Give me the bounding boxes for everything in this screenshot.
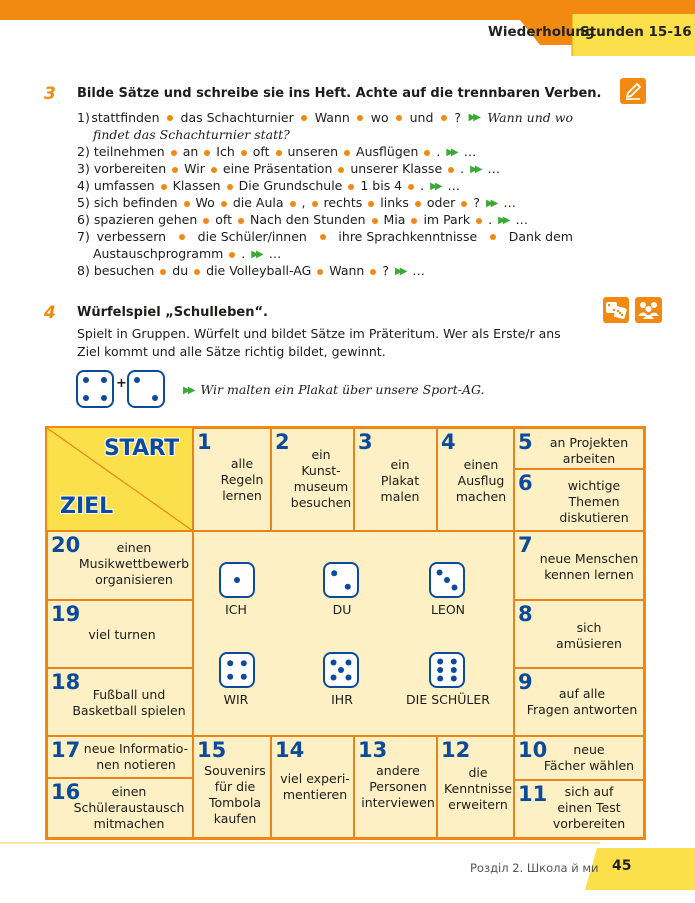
separator-dot bbox=[348, 184, 354, 190]
word-chunk: stattfinden bbox=[91, 110, 160, 125]
word-chunk: 1 bis 4 bbox=[360, 178, 403, 193]
separator-dot bbox=[338, 167, 344, 173]
arrow-icon: ▶▶ bbox=[430, 181, 440, 192]
word-chunk: . bbox=[488, 212, 493, 227]
cell-number: 15 bbox=[197, 738, 227, 762]
word-chunk: oft bbox=[252, 144, 270, 159]
cell-text: Souvenirs für die Tombola kaufen bbox=[204, 763, 266, 826]
exercise-3-item bbox=[77, 109, 573, 126]
cell-number: 19 bbox=[51, 602, 81, 626]
board-cell-6 bbox=[514, 469, 644, 531]
cell-text: neue Menschen kennen lernen bbox=[539, 551, 639, 582]
board-cell-4 bbox=[437, 428, 514, 531]
word-chunk: ihre Sprachkenntnisse bbox=[338, 229, 478, 244]
board-cell-14 bbox=[271, 736, 354, 838]
word-chunk: die Volleyball-AG bbox=[206, 263, 312, 278]
cell-number: 20 bbox=[51, 533, 81, 557]
word-chunk: Ausflügen bbox=[356, 144, 419, 159]
word-chunk: eine Präsentation bbox=[222, 161, 333, 176]
board-cell-15 bbox=[193, 736, 271, 838]
answer-text: … bbox=[447, 178, 461, 193]
word-chunk: Wann bbox=[314, 110, 350, 125]
exercise-4-instruction-1: Spielt in Gruppen. Würfelt und bildet Sätze im Präteritum. Wer als Erste/r ans bbox=[77, 326, 561, 341]
word-chunk: im Park bbox=[423, 212, 471, 227]
word-chunk: unseren bbox=[287, 144, 339, 159]
board-cell-16 bbox=[47, 778, 193, 838]
dice-game-icon bbox=[603, 297, 629, 323]
header-section: Wiederholung bbox=[488, 24, 595, 40]
die-6 bbox=[429, 652, 465, 688]
cell-text: wichtige Themen diskutieren bbox=[559, 478, 629, 525]
die-label: LEON bbox=[430, 602, 466, 617]
arrow-icon: ▶▶ bbox=[446, 147, 456, 158]
answer-text: … bbox=[487, 161, 501, 176]
cell-text: neue Informatio- nen notieren bbox=[83, 741, 189, 772]
board-cell-19 bbox=[47, 600, 193, 668]
word-chunk: . bbox=[460, 161, 465, 176]
cell-text: einen Schüleraustausch mitmachen bbox=[73, 784, 185, 831]
exercise-3-number: 3 bbox=[44, 84, 56, 104]
word-chunk: Austauschprogramm bbox=[93, 246, 224, 261]
die-label: DU bbox=[332, 602, 352, 617]
cell-number: 6 bbox=[518, 471, 533, 495]
board-cell-1 bbox=[193, 428, 271, 531]
cell-text: einen Ausflug machen bbox=[455, 457, 507, 504]
plus-sign: + bbox=[116, 376, 127, 391]
separator-dot bbox=[241, 150, 247, 156]
exercise-4-number: 4 bbox=[44, 303, 56, 323]
exercise-3-item bbox=[77, 194, 516, 212]
answer-text: … bbox=[515, 212, 528, 227]
separator-dot bbox=[357, 115, 363, 121]
word-chunk: , bbox=[301, 195, 306, 210]
arrow-icon: ▶▶ bbox=[468, 112, 478, 123]
cell-number: 10 bbox=[518, 738, 548, 762]
separator-dot bbox=[194, 269, 200, 275]
separator-dot bbox=[424, 150, 430, 156]
separator-dot bbox=[211, 167, 217, 173]
cell-number: 11 bbox=[518, 782, 548, 806]
separator-dot bbox=[179, 234, 185, 240]
exercise-3-item bbox=[77, 211, 528, 229]
board-cell-2 bbox=[271, 428, 354, 531]
separator-dot bbox=[171, 150, 177, 156]
word-chunk: links bbox=[380, 195, 409, 210]
board-cell-18 bbox=[47, 668, 193, 736]
ziel-label: ZIEL bbox=[60, 494, 114, 519]
cell-text: neue Fächer wählen bbox=[543, 742, 635, 773]
separator-dot bbox=[160, 269, 166, 275]
board-cell-13 bbox=[354, 736, 437, 838]
board-cell-11 bbox=[514, 780, 644, 838]
cell-number: 17 bbox=[51, 738, 81, 762]
separator-dot bbox=[448, 167, 454, 173]
cell-text: einen Musikwettbewerb organisieren bbox=[78, 540, 190, 587]
board-cell-12 bbox=[437, 736, 514, 838]
word-chunk: wo bbox=[370, 110, 389, 125]
item-number: 4) bbox=[77, 178, 94, 193]
exercise-4-title: Würfelspiel „Schulleben“. bbox=[77, 305, 268, 320]
die-1 bbox=[219, 562, 255, 598]
word-chunk: Wo bbox=[195, 195, 215, 210]
separator-dot bbox=[184, 201, 190, 207]
word-chunk: das Schachturnier bbox=[180, 110, 294, 125]
separator-dot bbox=[317, 269, 323, 275]
separator-dot bbox=[411, 218, 417, 224]
answer-text: Wann und wo bbox=[487, 110, 573, 125]
cell-number: 2 bbox=[275, 430, 290, 454]
exercise-3-title: Bilde Sätze und schreibe sie ins Heft. Achte auf die trennbaren Verben. bbox=[77, 86, 602, 101]
arrow-icon: ▶▶ bbox=[485, 198, 496, 209]
cell-text: die Kenntnisse erweitern bbox=[443, 765, 513, 812]
item-number: 6) bbox=[77, 212, 94, 227]
cell-text: Fußball und Basketball spielen bbox=[72, 687, 186, 718]
die-label: ICH bbox=[225, 602, 247, 617]
die-label: IHR bbox=[331, 692, 353, 707]
die-label: DIE SCHÜLER bbox=[406, 692, 490, 707]
word-chunk: sich befinden bbox=[93, 195, 178, 210]
board-cell-8 bbox=[514, 600, 644, 668]
item-number: 1) bbox=[77, 110, 90, 125]
answer-text: … bbox=[412, 263, 425, 278]
word-chunk: ? bbox=[473, 195, 480, 210]
word-chunk: . bbox=[241, 246, 246, 261]
separator-dot bbox=[372, 218, 378, 224]
word-chunk: spazieren gehen bbox=[93, 212, 198, 227]
word-chunk: . bbox=[420, 178, 425, 193]
die-5 bbox=[323, 652, 359, 688]
arrow-icon: ▶▶ bbox=[470, 164, 480, 175]
separator-dot bbox=[476, 218, 482, 224]
word-chunk: Nach den Stunden bbox=[250, 212, 366, 227]
cell-text: sich auf einen Test vorbereiten bbox=[552, 784, 626, 831]
word-chunk: . bbox=[436, 144, 441, 159]
word-chunk: Dank dem bbox=[508, 229, 573, 244]
board-cell-3 bbox=[354, 428, 437, 531]
arrow-icon: ▶▶ bbox=[183, 385, 193, 396]
die-3 bbox=[429, 562, 465, 598]
page-number: 45 bbox=[612, 858, 632, 874]
separator-dot bbox=[301, 115, 307, 121]
separator-dot bbox=[172, 167, 178, 173]
cell-number: 4 bbox=[441, 430, 456, 454]
exercise-3-item bbox=[77, 160, 500, 178]
word-chunk: unserer Klasse bbox=[350, 161, 443, 176]
board-cell-5 bbox=[514, 428, 644, 469]
group-work-icon bbox=[635, 297, 662, 323]
word-chunk: du bbox=[172, 263, 189, 278]
word-chunk: ? bbox=[382, 263, 389, 278]
cell-text: viel experi- mentieren bbox=[280, 771, 350, 802]
separator-dot bbox=[204, 150, 210, 156]
cell-number: 16 bbox=[51, 780, 81, 804]
separator-dot bbox=[408, 184, 414, 190]
footer-chapter: Розділ 2. Школа й ми bbox=[470, 861, 599, 875]
cell-text: viel turnen bbox=[88, 627, 156, 642]
answer-text: … bbox=[503, 195, 516, 210]
word-chunk: die Schüler/innen bbox=[197, 229, 307, 244]
exercise-4-instruction-2: Ziel kommt und alle Sätze richtig bildet, gewinnt. bbox=[77, 344, 386, 359]
cell-number: 8 bbox=[518, 602, 533, 626]
separator-dot bbox=[227, 184, 233, 190]
separator-dot bbox=[461, 201, 467, 207]
separator-dot bbox=[276, 150, 282, 156]
arrow-icon: ▶▶ bbox=[395, 266, 405, 277]
word-chunk: Mia bbox=[383, 212, 406, 227]
exercise-3-item bbox=[77, 262, 425, 280]
word-chunk: an bbox=[182, 144, 199, 159]
cell-text: an Projekten arbeiten bbox=[549, 435, 629, 466]
separator-dot bbox=[290, 201, 296, 207]
board-cell-10 bbox=[514, 736, 644, 780]
cell-number: 9 bbox=[518, 670, 533, 694]
item-number: 7) bbox=[77, 229, 90, 244]
die-2 bbox=[323, 562, 359, 598]
separator-dot bbox=[229, 252, 235, 258]
item-number: 8) bbox=[77, 263, 94, 278]
word-chunk: und bbox=[409, 110, 434, 125]
separator-dot bbox=[238, 218, 244, 224]
word-chunk: Wir bbox=[184, 161, 205, 176]
cell-text: auf alle Fragen antworten bbox=[526, 686, 638, 717]
separator-dot bbox=[490, 234, 496, 240]
word-chunk: Ich bbox=[216, 144, 235, 159]
exercise-4-example: ▶▶ Wir malten ein Plakat über unsere Sport-AG. bbox=[183, 382, 485, 397]
cell-number: 7 bbox=[518, 533, 533, 557]
answer-text: findet das Schachturnier statt? bbox=[93, 127, 290, 142]
separator-dot bbox=[344, 150, 350, 156]
word-chunk: die Aula bbox=[232, 195, 284, 210]
exercise-3-item bbox=[77, 143, 476, 161]
board-cell-17 bbox=[47, 736, 193, 778]
board-cell-20 bbox=[47, 531, 193, 600]
board-cell-9 bbox=[514, 668, 644, 736]
separator-dot bbox=[203, 218, 209, 224]
separator-dot bbox=[441, 115, 447, 121]
cell-text: ein Kunst- museum besuchen bbox=[290, 447, 352, 510]
item-number: 3) bbox=[77, 161, 94, 176]
cell-number: 5 bbox=[518, 430, 533, 454]
separator-dot bbox=[320, 234, 326, 240]
exercise-3-item-cont bbox=[93, 245, 281, 263]
header-stunden: Stunden 15-16 bbox=[580, 24, 692, 40]
cell-text: ein Plakat malen bbox=[380, 457, 420, 504]
cell-number: 3 bbox=[358, 430, 373, 454]
word-chunk: rechts bbox=[323, 195, 363, 210]
die-label: WIR bbox=[223, 692, 249, 707]
die-4 bbox=[219, 652, 255, 688]
separator-dot bbox=[167, 115, 173, 121]
word-chunk: vorbereiten bbox=[93, 161, 167, 176]
word-chunk: Die Grundschule bbox=[238, 178, 343, 193]
board-cell-7 bbox=[514, 531, 644, 600]
pencil-icon bbox=[620, 78, 646, 104]
cell-number: 18 bbox=[51, 670, 81, 694]
cell-number: 14 bbox=[275, 738, 305, 762]
start-label: START bbox=[104, 436, 179, 461]
answer-text: … bbox=[268, 246, 282, 261]
word-chunk: umfassen bbox=[93, 178, 155, 193]
separator-dot bbox=[368, 201, 374, 207]
item-number: 2) bbox=[77, 144, 94, 159]
word-chunk: oft bbox=[215, 212, 232, 227]
cell-number: 12 bbox=[441, 738, 471, 762]
separator-dot bbox=[221, 201, 227, 207]
item-number: 5) bbox=[77, 195, 94, 210]
word-chunk: ? bbox=[454, 110, 462, 125]
word-chunk: Wann bbox=[329, 263, 365, 278]
cell-text: alle Regeln lernen bbox=[220, 456, 264, 503]
word-chunk: teilnehmen bbox=[93, 144, 165, 159]
arrow-icon: ▶▶ bbox=[498, 215, 508, 226]
cell-number: 13 bbox=[358, 738, 388, 762]
separator-dot bbox=[415, 201, 421, 207]
cell-text: sich amüsieren bbox=[556, 620, 622, 651]
separator-dot bbox=[312, 201, 318, 207]
arrow-icon: ▶▶ bbox=[251, 249, 261, 260]
separator-dot bbox=[161, 184, 167, 190]
exercise-3-item bbox=[77, 177, 460, 195]
word-chunk: Klassen bbox=[172, 178, 221, 193]
word-chunk: oder bbox=[426, 195, 456, 210]
exercise-3-item bbox=[77, 228, 573, 245]
cell-text: andere Personen interviewen bbox=[361, 763, 435, 810]
separator-dot bbox=[396, 115, 402, 121]
word-chunk: besuchen bbox=[93, 263, 155, 278]
separator-dot bbox=[370, 269, 376, 275]
cell-number: 1 bbox=[197, 430, 212, 454]
word-chunk: verbessern bbox=[96, 229, 167, 244]
answer-text: … bbox=[463, 144, 477, 159]
